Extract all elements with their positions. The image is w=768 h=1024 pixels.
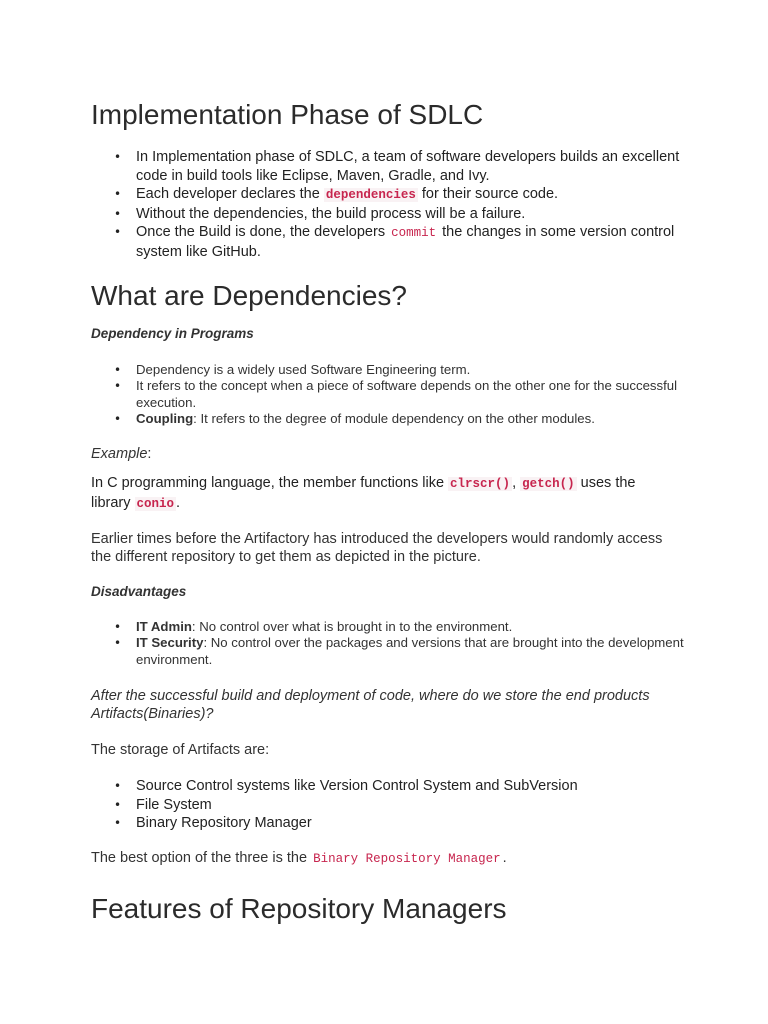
implementation-list <box>91 148 691 261</box>
para-text: . <box>502 850 507 866</box>
list-item-text: In Implementation phase of SDLC, a team of software developers builds an excellent code in build tools like Eclipse, Maven, Gradle, and Ivy. <box>136 149 680 184</box>
list-item-text: : No control over what is brought in to the environment. <box>191 619 513 634</box>
list-item <box>136 777 691 796</box>
list-item-text: for their source code. <box>417 186 559 202</box>
list-item <box>136 619 691 635</box>
artifactory-paragraph: Earlier times before the Artifactory has introduced the developers would randomly access the different repository to get them as depicted in the picture. <box>91 531 663 565</box>
list-item <box>136 635 691 668</box>
para-text: In C programming language, the member functions like <box>91 475 449 491</box>
heading-implementation-phase: Implementation Phase of SDLC <box>91 99 484 130</box>
list-item <box>136 796 691 815</box>
code-commit: commit <box>391 226 437 240</box>
term-it-admin: IT Admin <box>136 619 192 634</box>
list-item <box>136 378 691 411</box>
para-text: , <box>512 475 521 491</box>
code-getch: getch() <box>522 477 575 491</box>
list-item-text: Binary Repository Manager <box>136 815 312 831</box>
code-binary-repository-manager: Binary Repository Manager <box>313 852 501 866</box>
list-item <box>136 185 691 205</box>
heading-features-repository-managers: Features of Repository Managers <box>91 893 507 924</box>
list-item-text: Once the Build is done, the developers <box>136 224 390 240</box>
list-item-text: File System <box>136 796 212 813</box>
heading-what-are-dependencies: What are Dependencies? <box>91 280 407 311</box>
list-item <box>136 148 691 185</box>
code-conio: conio <box>136 497 175 511</box>
list-item-text: : No control over the packages and versions that are brought into the development environment. <box>136 635 684 667</box>
best-option-paragraph <box>91 850 671 866</box>
para-text: . <box>176 495 181 511</box>
list-item <box>136 362 691 378</box>
disadvantages-list <box>91 619 691 668</box>
list-item <box>136 223 691 261</box>
list-item-text: Each developer declares the <box>136 186 324 202</box>
code-clrscr: clrscr() <box>450 477 511 491</box>
para-text: The best option of the three is the <box>91 850 312 866</box>
list-item <box>136 411 691 427</box>
list-item-text: Without the dependencies, the build process will be a failure. <box>136 205 526 222</box>
example-colon: : <box>147 446 152 462</box>
subheading-disadvantages: Disadvantages <box>91 584 187 599</box>
list-item <box>136 814 691 833</box>
list-item-text: Dependency is a widely used Software Engineering term. <box>136 362 471 377</box>
term-it-security: IT Security <box>136 635 204 651</box>
storage-intro: The storage of Artifacts are: <box>91 742 270 758</box>
subheading-dependency-in-programs: Dependency in Programs <box>91 326 254 341</box>
list-item-text: : It refers to the degree of module dependency on the other modules. <box>193 410 595 426</box>
list-item-text: It refers to the concept when a piece of software depends on the other one for the successful execution. <box>136 378 678 410</box>
list-item-text: the changes in some version control system like GitHub. <box>136 224 675 260</box>
term-coupling: Coupling <box>136 410 194 426</box>
para-text: uses the library <box>91 475 636 511</box>
example-label <box>91 446 671 462</box>
example-label-text: Example <box>91 446 148 462</box>
list-item <box>136 205 691 224</box>
artifacts-question: After the successful build and deployment of code, where do we store the end products Artifacts(Binaries)? <box>91 688 650 722</box>
dependency-list <box>91 362 691 427</box>
c-language-paragraph <box>91 474 671 514</box>
list-item-text: Source Control systems like Version Control System and SubVersion <box>136 778 578 794</box>
code-dependencies: dependencies <box>325 188 416 202</box>
storage-list <box>91 777 691 833</box>
